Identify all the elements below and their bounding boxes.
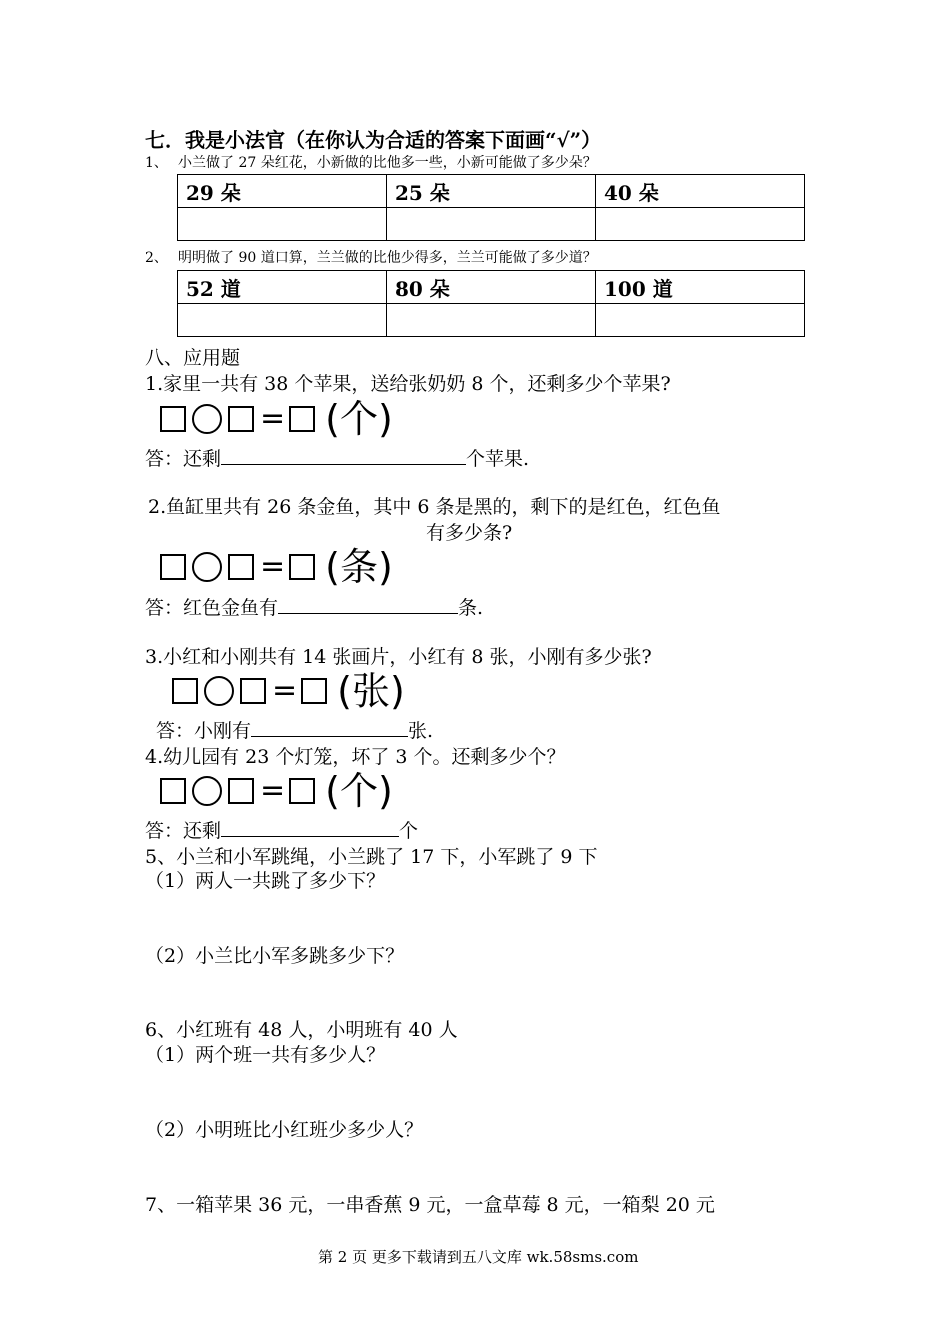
page-footer: 第 2 页 更多下载请到五八文库 wk.58sms.com <box>318 1248 639 1266</box>
q2-number: 2、 <box>145 250 168 266</box>
equals-sign: = <box>260 401 286 436</box>
problem6-sub2: （2）小明班比小红班少多少人？ <box>145 1119 424 1141</box>
problem3-text: 3.小红和小刚共有 14 张画片，小红有 8 张，小刚有多少张? <box>145 646 652 668</box>
blank-box[interactable] <box>228 778 254 804</box>
problem5-sub2: （2）小兰比小军多跳多少下？ <box>145 945 405 967</box>
problem6-text: 6、小红班有 48 人，小明班有 40 人 <box>145 1019 458 1041</box>
q1-option-2: 25 朵 <box>387 175 596 208</box>
answer-suffix: 个苹果. <box>466 448 530 470</box>
problem2-text-line2: 有多少条? <box>426 522 513 544</box>
answer-prefix: 答：还剩 <box>145 448 222 470</box>
q1-mark-cell-3[interactable] <box>596 208 805 241</box>
q1-mark-cell-1[interactable] <box>178 208 387 241</box>
blank-box[interactable] <box>228 406 254 432</box>
equals-sign: = <box>260 773 286 808</box>
answer-suffix: 个 <box>399 820 419 842</box>
q2-text: 明明做了 90 道口算，兰兰做的比他少得多，兰兰可能做了多少道？ <box>178 250 597 266</box>
problem2-text-line1: 2.鱼缸里共有 26 条金鱼，其中 6 条是黑的，剩下的是红色，红色鱼 <box>148 496 721 518</box>
unit-label: (个) <box>325 397 393 441</box>
blank-box[interactable] <box>240 678 266 704</box>
answer-blank[interactable] <box>221 818 399 837</box>
answer-prefix: 答：红色金鱼有 <box>145 597 279 619</box>
blank-box[interactable] <box>172 678 198 704</box>
q2-mark-cell-3[interactable] <box>596 304 805 337</box>
unit-label: (个) <box>325 769 393 813</box>
result-box[interactable] <box>301 678 327 704</box>
problem4-answer <box>145 816 418 843</box>
blank-box[interactable] <box>228 554 254 580</box>
problem4-text: 4.幼儿园有 23 个灯笼，坏了 3 个。还剩多少个？ <box>145 746 566 768</box>
result-box[interactable] <box>289 778 315 804</box>
q1-option-3: 40 朵 <box>596 175 805 208</box>
problem5-sub1: （1）两人一共跳了多少下？ <box>145 870 386 892</box>
unit-label: (条) <box>325 545 393 589</box>
problem2-answer <box>145 593 483 620</box>
result-box[interactable] <box>289 554 315 580</box>
problem1-formula <box>160 397 393 441</box>
problem1-text: 1.家里一共有 38 个苹果，送给张奶奶 8 个，还剩多少个苹果? <box>145 373 671 395</box>
problem6-sub1: （1）两个班一共有多少人？ <box>145 1044 386 1066</box>
problem1-answer <box>145 444 529 471</box>
answer-suffix: 条. <box>458 597 484 619</box>
equals-sign: = <box>272 673 298 708</box>
problem5-text: 5、小兰和小军跳绳，小兰跳了 17 下，小军跳了 9 下 <box>145 846 598 868</box>
answer-prefix: 答：小刚有 <box>156 720 252 742</box>
problem3-answer <box>156 716 433 743</box>
problem4-formula <box>160 769 393 813</box>
answer-suffix: 张. <box>408 720 434 742</box>
q2-option-1: 52 道 <box>178 271 387 304</box>
answer-prefix: 答：还剩 <box>145 820 222 842</box>
q2-mark-cell-1[interactable] <box>178 304 387 337</box>
result-box[interactable] <box>289 406 315 432</box>
q2-answer-table <box>177 270 805 337</box>
q2-option-3: 100 道 <box>596 271 805 304</box>
operator-circle[interactable] <box>204 676 234 706</box>
unit-label: (张) <box>337 669 405 713</box>
q1-number: 1、 <box>145 155 168 171</box>
q2-option-2: 80 朵 <box>387 271 596 304</box>
q2-mark-cell-2[interactable] <box>387 304 596 337</box>
problem7-text: 7、一箱苹果 36 元，一串香蕉 9 元，一盒草莓 8 元，一箱梨 20 元 <box>145 1194 715 1216</box>
q1-text: 小兰做了 27 朵红花，小新做的比他多一些，小新可能做了多少朵？ <box>178 155 597 171</box>
problem3-formula <box>172 669 405 713</box>
section7-title: 七．我是小法官（在你认为合适的答案下面画“√”） <box>145 128 602 152</box>
q1-answer-table <box>177 174 805 241</box>
problem2-formula <box>160 545 393 589</box>
section8-title: 八、应用题 <box>145 347 241 369</box>
blank-box[interactable] <box>160 406 186 432</box>
blank-box[interactable] <box>160 554 186 580</box>
q1-mark-cell-2[interactable] <box>387 208 596 241</box>
blank-box[interactable] <box>160 778 186 804</box>
operator-circle[interactable] <box>192 404 222 434</box>
answer-blank[interactable] <box>278 595 458 614</box>
operator-circle[interactable] <box>192 552 222 582</box>
q1-option-1: 29 朵 <box>178 175 387 208</box>
operator-circle[interactable] <box>192 776 222 806</box>
answer-blank[interactable] <box>221 446 466 465</box>
equals-sign: = <box>260 549 286 584</box>
answer-blank[interactable] <box>251 718 408 737</box>
